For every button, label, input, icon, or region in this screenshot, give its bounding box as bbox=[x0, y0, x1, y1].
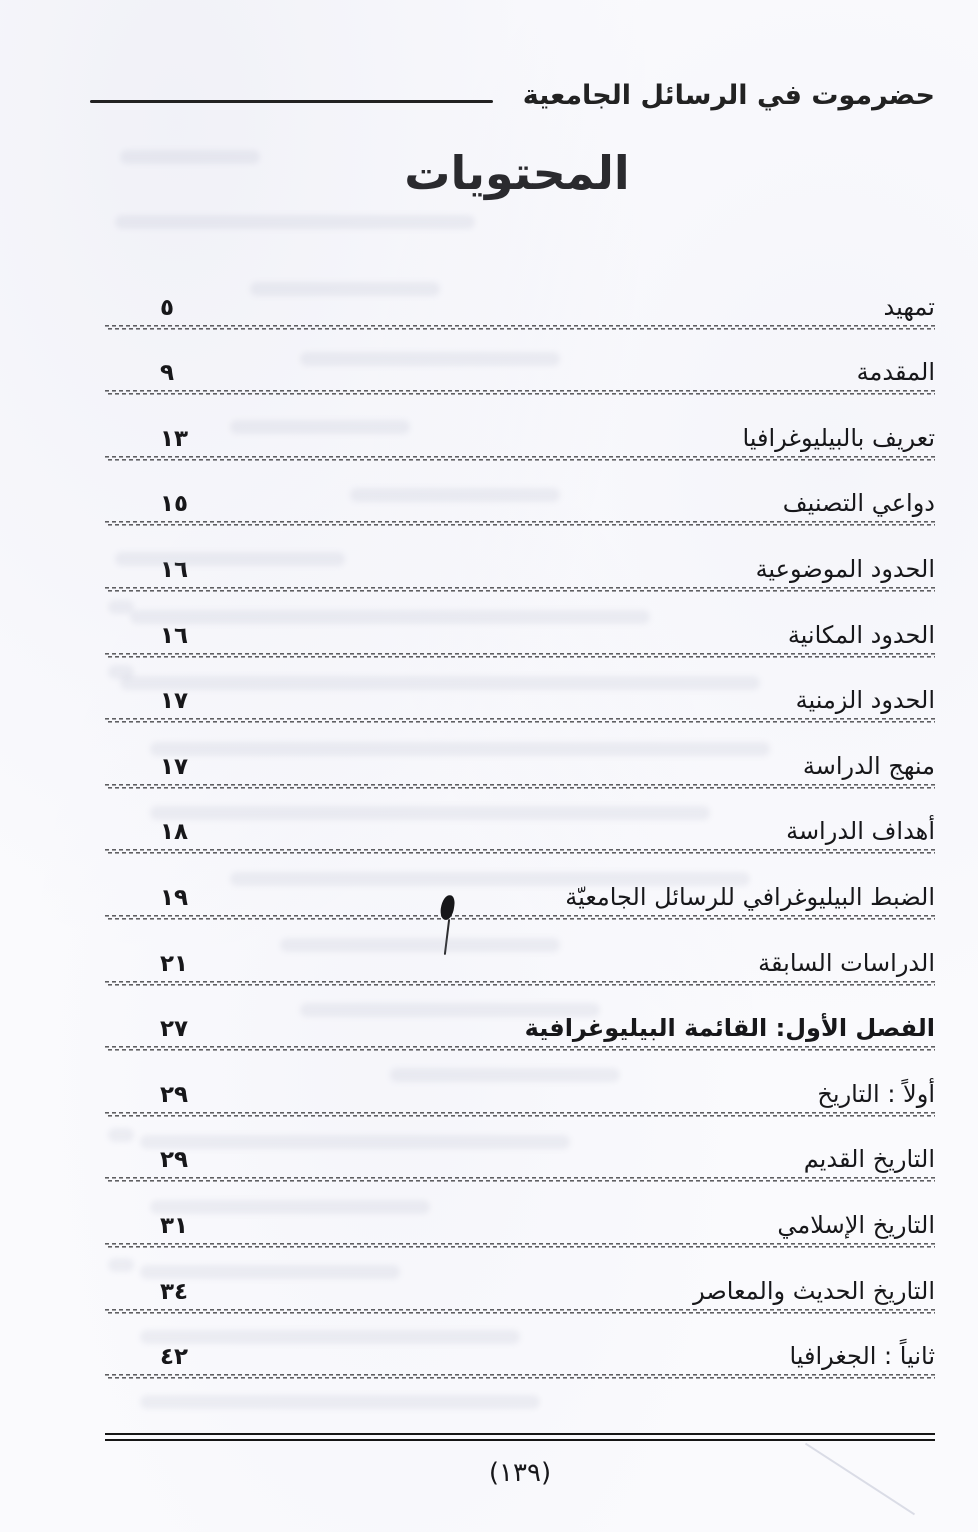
toc-entry-label: التاريخ القديم bbox=[803, 1145, 935, 1174]
toc-entry bbox=[105, 461, 935, 527]
toc-entry-page: ١٧ bbox=[160, 688, 189, 715]
toc-entry-page: ٢٩ bbox=[160, 1147, 189, 1174]
toc-entry bbox=[105, 592, 935, 658]
toc-entry-page: ٢١ bbox=[160, 950, 189, 977]
toc-entry-page: ٤٢ bbox=[160, 1344, 189, 1371]
toc-entry bbox=[105, 1117, 935, 1183]
toc-entry-label: التاريخ الإسلامي bbox=[777, 1210, 935, 1239]
header-rule-line bbox=[90, 100, 493, 103]
contents-title: المحتويات bbox=[404, 146, 630, 200]
toc-entry-page: ١٦ bbox=[160, 622, 189, 649]
toc-entry bbox=[105, 723, 935, 789]
footer-double-rule bbox=[105, 1433, 935, 1441]
toc-entry-page: ٩ bbox=[160, 360, 175, 387]
toc-entry-label: الحدود الموضوعية bbox=[755, 554, 935, 583]
toc-entry bbox=[105, 658, 935, 724]
toc-entry-label: أولاً : التاريخ bbox=[817, 1079, 935, 1108]
toc-entry bbox=[105, 1248, 935, 1314]
toc-entry-label: الدراسات السابقة bbox=[758, 948, 935, 977]
toc-entry-page: ١٦ bbox=[160, 556, 189, 583]
toc-entry-label: ثانياً : الجغرافيا bbox=[789, 1342, 935, 1371]
toc-entry-page: ٢٩ bbox=[160, 1081, 189, 1108]
toc-entry bbox=[105, 789, 935, 855]
toc-entry-page: ١٥ bbox=[160, 491, 189, 518]
toc-entry-page: ١٩ bbox=[160, 884, 189, 911]
toc-entry bbox=[105, 854, 935, 920]
page-header bbox=[90, 74, 935, 116]
toc-entry-label: دواعي التصنيف bbox=[782, 489, 935, 518]
bleedthrough-smudge bbox=[115, 215, 475, 229]
toc-entry bbox=[105, 986, 935, 1052]
toc-entry-label: الضبط البيليوغرافي للرسائل الجامعيّة bbox=[565, 882, 935, 911]
toc-entry-label: الحدود الزمنية bbox=[795, 686, 935, 715]
toc-entry-page: ٥ bbox=[160, 294, 175, 321]
toc-entry-label: أهداف الدراسة bbox=[786, 817, 935, 846]
toc-entry bbox=[105, 1314, 935, 1380]
toc-entry-page: ٣١ bbox=[160, 1212, 189, 1239]
toc-list bbox=[105, 264, 935, 1379]
toc-entry-page: ٣٤ bbox=[160, 1278, 189, 1305]
toc-entry bbox=[105, 1182, 935, 1248]
toc-entry-page: ١٧ bbox=[160, 753, 189, 780]
toc-entry-label: التاريخ الحديث والمعاصر bbox=[693, 1276, 935, 1305]
dotted-leader-line bbox=[105, 1374, 935, 1379]
toc-entry bbox=[105, 1051, 935, 1117]
toc-entry bbox=[105, 395, 935, 461]
toc-entry bbox=[105, 264, 935, 330]
toc-entry-page: ١٣ bbox=[160, 425, 189, 452]
page-number: (١٣٩) bbox=[488, 1458, 552, 1488]
toc-entry bbox=[105, 330, 935, 396]
toc-entry-label: المقدمة bbox=[856, 358, 935, 387]
toc-entry-page: ١٨ bbox=[160, 819, 189, 846]
toc-entry-label: الحدود المكانية bbox=[787, 620, 935, 649]
toc-entry-label: تعريف بالبيليوغرافيا bbox=[742, 423, 935, 452]
toc-entry-page: ٢٧ bbox=[160, 1016, 189, 1043]
toc-entry bbox=[105, 920, 935, 986]
toc-entry-label: الفصل الأول: القائمة البيليوغرافية bbox=[524, 1014, 935, 1043]
book-title: حضرموت في الرسائل الجامعية bbox=[522, 79, 935, 111]
toc-entry-label: منهج الدراسة bbox=[802, 751, 935, 780]
toc-entry bbox=[105, 526, 935, 592]
bleedthrough-smudge bbox=[140, 1395, 540, 1409]
toc-entry-label: تمهيد bbox=[883, 292, 935, 321]
